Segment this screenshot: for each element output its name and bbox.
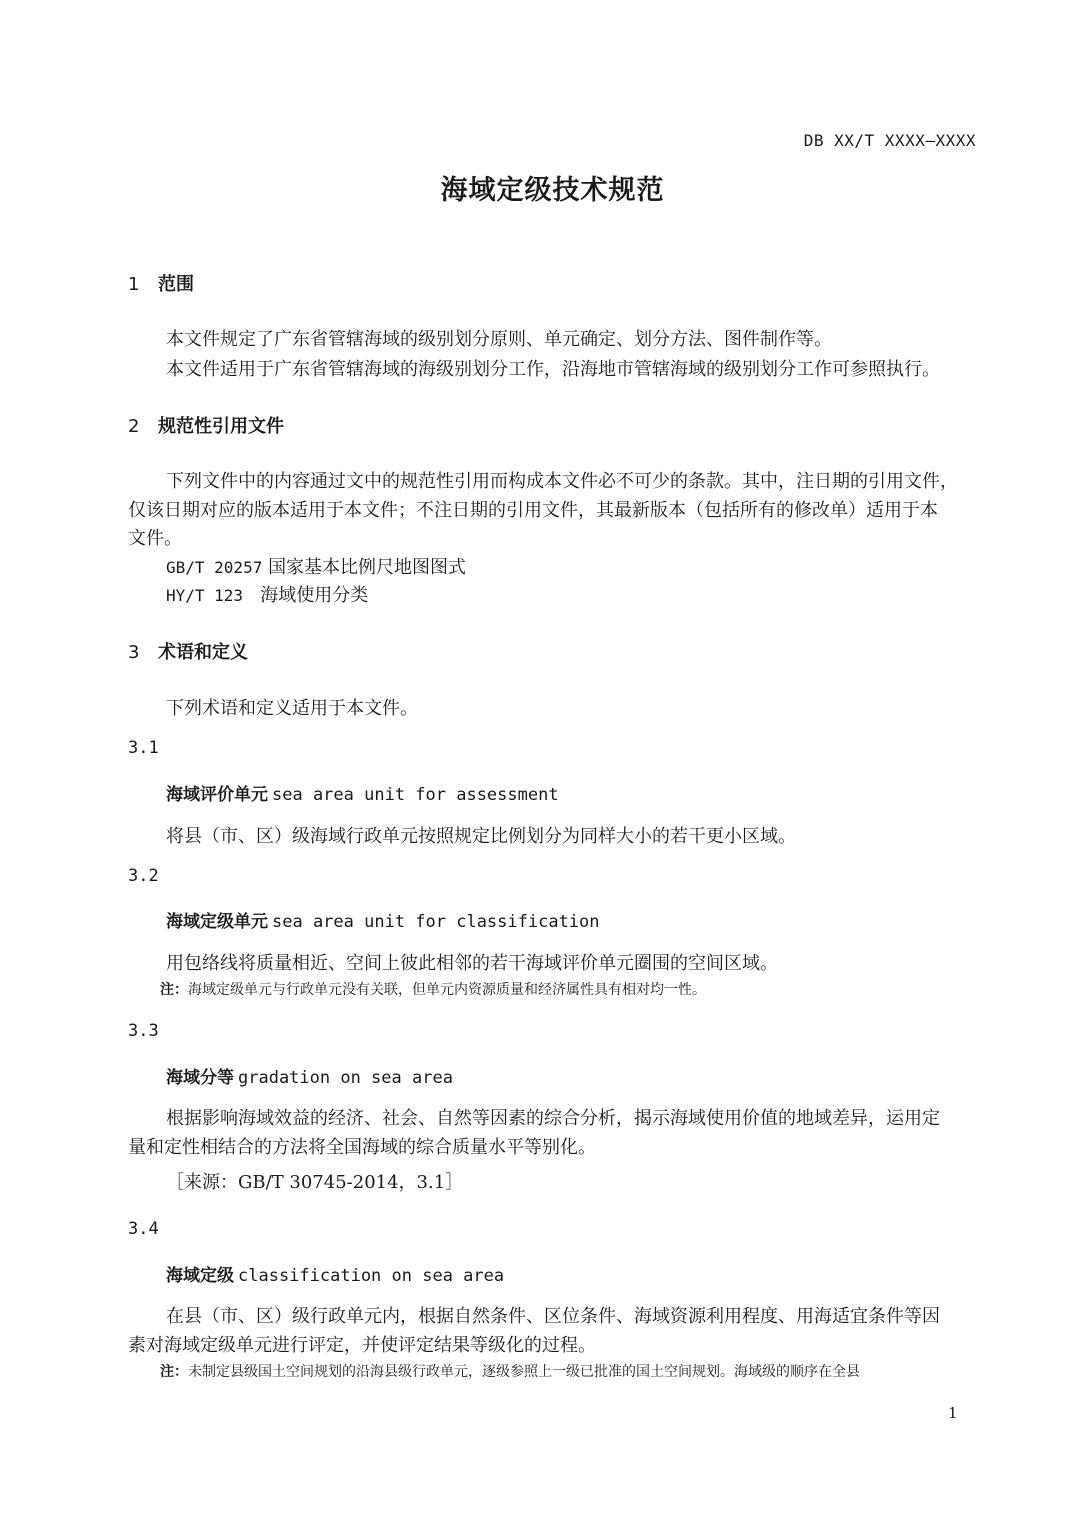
- term-number: 3.3: [128, 1021, 159, 1041]
- term-en: sea area unit for classification: [272, 912, 600, 932]
- term-definition: 用包络线将质量相近、空间上彼此相邻的若干海域评价单元圈围的空间区域。: [166, 953, 778, 974]
- term-entry: [166, 780, 559, 805]
- page-number: 1: [948, 1404, 958, 1422]
- term-number: 3.4: [128, 1219, 159, 1239]
- paragraph-line: 文件。: [128, 528, 182, 549]
- term-en: classification on sea area: [238, 1266, 505, 1286]
- section-number: 2: [128, 416, 140, 437]
- paragraph: 本文件规定了广东省管辖海域的级别划分原则、单元确定、划分方法、图件制作等。: [166, 329, 832, 350]
- term-number: 3.2: [128, 866, 159, 886]
- note-label: 注：: [160, 982, 188, 998]
- document-number: DB XX/T XXXX—XXXX: [803, 131, 976, 150]
- note-label: 注：: [160, 1364, 188, 1380]
- note-text: 未制定县级国土空间规划的沿海县级行政单元，逐级参照上一级已批准的国土空间规划。海域级的顺序在全县: [188, 1364, 860, 1380]
- term-en: sea area unit for assessment: [272, 785, 559, 805]
- section-title: 范围: [158, 274, 194, 295]
- term-entry: [166, 907, 600, 932]
- term-definition-line: 根据影响海域效益的经济、社会、自然等因素的综合分析，揭示海域使用价值的地域差异，运用定: [166, 1108, 940, 1129]
- section-number: 1: [128, 274, 140, 295]
- paragraph-line: 下列文件中的内容通过文中的规范性引用而构成本文件必不可少的条款。其中，注日期的引用文件，: [166, 471, 958, 492]
- term-zh: 海域评价单元: [166, 785, 268, 805]
- term-entry: [166, 1063, 453, 1088]
- reference-code: GB/T 20257: [166, 558, 263, 577]
- term-note: [160, 979, 706, 999]
- term-definition-line: 素对海域定级单元进行评定，并使评定结果等级化的过程。: [128, 1335, 596, 1356]
- document-title: 海域定级技术规范: [440, 175, 665, 206]
- term-definition-line: 在县（市、区）级行政单元内，根据自然条件、区位条件、海域资源利用程度、用海适宜条件等因: [166, 1306, 940, 1327]
- term-zh: 海域定级: [166, 1266, 234, 1286]
- reference-item: [166, 581, 368, 607]
- paragraph: 下列术语和定义适用于本文件。: [166, 698, 418, 719]
- section-heading-normative-references: [128, 412, 284, 438]
- section-heading-terms: [128, 638, 248, 664]
- term-en: gradation on sea area: [238, 1068, 453, 1088]
- note-text: 海域定级单元与行政单元没有关联，但单元内资源质量和经济属性具有相对均一性。: [188, 982, 706, 998]
- section-title: 术语和定义: [158, 642, 248, 663]
- term-source: ［来源：GB/T 30745-2014，3.1］: [166, 1172, 464, 1193]
- term-note: [160, 1361, 860, 1381]
- term-zh: 海域定级单元: [166, 912, 268, 932]
- reference-item: [166, 553, 466, 579]
- section-number: 3: [128, 642, 140, 663]
- paragraph: 本文件适用于广东省管辖海域的海级别划分工作，沿海地市管辖海域的级别划分工作可参照执行。: [166, 359, 940, 380]
- reference-title: 国家基本比例尺地图图式: [268, 557, 467, 578]
- section-title: 规范性引用文件: [158, 416, 284, 437]
- term-definition: 将县（市、区）级海域行政单元按照规定比例划分为同样大小的若干更小区域。: [166, 826, 796, 847]
- term-number: 3.1: [128, 738, 159, 758]
- reference-code: HY/T 123: [166, 586, 244, 605]
- term-definition-line: 量和定性相结合的方法将全国海域的综合质量水平等别化。: [128, 1137, 596, 1158]
- reference-title: 海域使用分类: [260, 585, 369, 606]
- paragraph-line: 仅该日期对应的版本适用于本文件；不注日期的引用文件，其最新版本（包括所有的修改单）适用于本: [128, 500, 938, 521]
- term-entry: [166, 1261, 504, 1286]
- section-heading-scope: [128, 270, 194, 296]
- term-zh: 海域分等: [166, 1068, 234, 1088]
